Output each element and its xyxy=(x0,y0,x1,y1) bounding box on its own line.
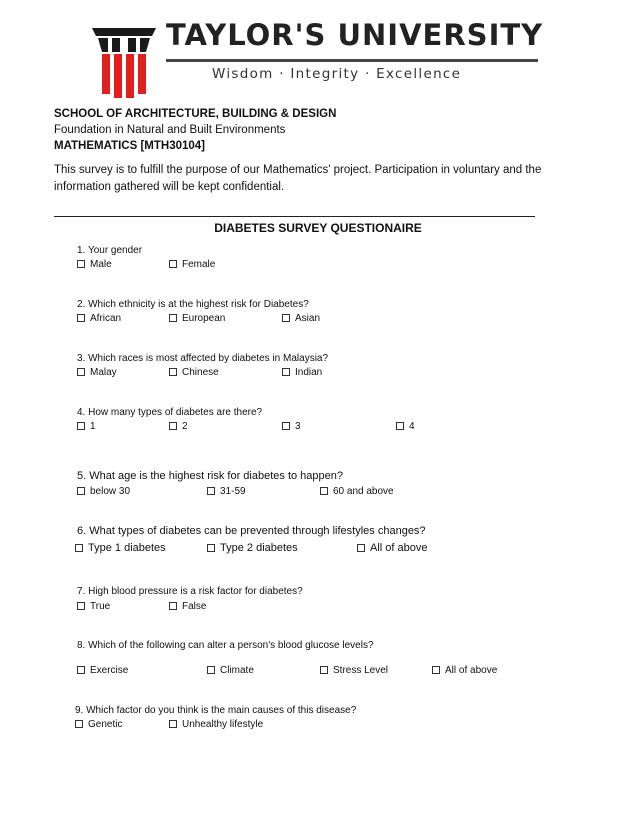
option-q4-3[interactable]: 3 xyxy=(282,421,301,432)
survey-title: DIABETES SURVEY QUESTIONAIRE xyxy=(214,221,422,235)
option-q4-2[interactable]: 2 xyxy=(169,421,188,432)
checkbox-icon[interactable] xyxy=(169,260,177,268)
option-q3-indian[interactable]: Indian xyxy=(282,367,322,378)
intro-line-2: information gathered will be kept confidential. xyxy=(54,181,285,193)
option-q9-genetic[interactable]: Genetic xyxy=(75,719,122,730)
option-q5-31-59[interactable]: 31-59 xyxy=(207,486,246,497)
programme-name: Foundation in Natural and Built Environments xyxy=(54,124,286,136)
checkbox-icon[interactable] xyxy=(320,487,328,495)
checkbox-icon[interactable] xyxy=(169,720,177,728)
question-5: 5. What age is the highest risk for diabetes to happen? xyxy=(77,470,343,482)
option-q1-male[interactable]: Male xyxy=(77,259,112,270)
logo-divider xyxy=(166,59,538,62)
checkbox-icon[interactable] xyxy=(169,368,177,376)
option-q3-malay[interactable]: Malay xyxy=(77,367,117,378)
checkbox-icon[interactable] xyxy=(320,666,328,674)
checkbox-icon[interactable] xyxy=(77,314,85,322)
option-q8-exercise[interactable]: Exercise xyxy=(77,665,128,676)
option-q6-type2[interactable]: Type 2 diabetes xyxy=(207,542,298,554)
option-q9-lifestyle[interactable]: Unhealthy lifestyle xyxy=(169,719,263,730)
option-q2-african[interactable]: African xyxy=(77,313,121,324)
question-9: 9. Which factor do you think is the main causes of this disease? xyxy=(75,705,357,716)
option-q6-all[interactable]: All of above xyxy=(357,542,427,554)
checkbox-icon[interactable] xyxy=(169,314,177,322)
option-q6-type1[interactable]: Type 1 diabetes xyxy=(75,542,166,554)
section-divider xyxy=(54,216,535,217)
checkbox-icon[interactable] xyxy=(357,544,365,552)
option-q5-below-30[interactable]: below 30 xyxy=(77,486,130,497)
university-name: TAYLOR'S UNIVERSITY xyxy=(166,18,544,52)
option-q4-1[interactable]: 1 xyxy=(77,421,96,432)
checkbox-icon[interactable] xyxy=(207,666,215,674)
option-q1-female[interactable]: Female xyxy=(169,259,215,270)
option-q8-stress[interactable]: Stress Level xyxy=(320,665,388,676)
checkbox-icon[interactable] xyxy=(77,602,85,610)
question-2: 2. Which ethnicity is at the highest risk for Diabetes? xyxy=(77,299,309,310)
question-7: 7. High blood pressure is a risk factor for diabetes? xyxy=(77,586,303,597)
checkbox-icon[interactable] xyxy=(169,602,177,610)
option-q2-european[interactable]: European xyxy=(169,313,225,324)
checkbox-icon[interactable] xyxy=(282,314,290,322)
course-code: MATHEMATICS [MTH30104] xyxy=(54,140,205,152)
checkbox-icon[interactable] xyxy=(77,666,85,674)
checkbox-icon[interactable] xyxy=(207,487,215,495)
checkbox-icon[interactable] xyxy=(282,368,290,376)
option-q8-climate[interactable]: Climate xyxy=(207,665,254,676)
checkbox-icon[interactable] xyxy=(77,368,85,376)
university-tagline: Wisdom · Integrity · Excellence xyxy=(212,66,462,82)
question-8: 8. Which of the following can alter a person's blood glucose levels? xyxy=(77,640,374,651)
question-4: 4. How many types of diabetes are there? xyxy=(77,407,263,418)
option-q7-false[interactable]: False xyxy=(169,601,206,612)
checkbox-icon[interactable] xyxy=(207,544,215,552)
question-3: 3. Which races is most affected by diabetes in Malaysia? xyxy=(77,353,329,364)
question-1: 1. Your gender xyxy=(77,245,143,256)
intro-line-1: This survey is to fulfill the purpose of our Mathematics' project. Participation in voluntary and the xyxy=(54,164,542,176)
option-q2-asian[interactable]: Asian xyxy=(282,313,320,324)
school-name: SCHOOL OF ARCHITECTURE, BUILDING & DESIGN xyxy=(54,108,337,120)
option-q3-chinese[interactable]: Chinese xyxy=(169,367,219,378)
checkbox-icon[interactable] xyxy=(396,422,404,430)
checkbox-icon[interactable] xyxy=(75,544,83,552)
checkbox-icon[interactable] xyxy=(282,422,290,430)
option-q7-true[interactable]: True xyxy=(77,601,110,612)
question-6: 6. What types of diabetes can be prevented through lifestyles changes? xyxy=(77,525,426,537)
option-q8-all[interactable]: All of above xyxy=(432,665,497,676)
option-q5-60-above[interactable]: 60 and above xyxy=(320,486,394,497)
checkbox-icon[interactable] xyxy=(77,260,85,268)
option-q4-4[interactable]: 4 xyxy=(396,421,415,432)
checkbox-icon[interactable] xyxy=(432,666,440,674)
checkbox-icon[interactable] xyxy=(77,422,85,430)
checkbox-icon[interactable] xyxy=(75,720,83,728)
checkbox-icon[interactable] xyxy=(77,487,85,495)
checkbox-icon[interactable] xyxy=(169,422,177,430)
